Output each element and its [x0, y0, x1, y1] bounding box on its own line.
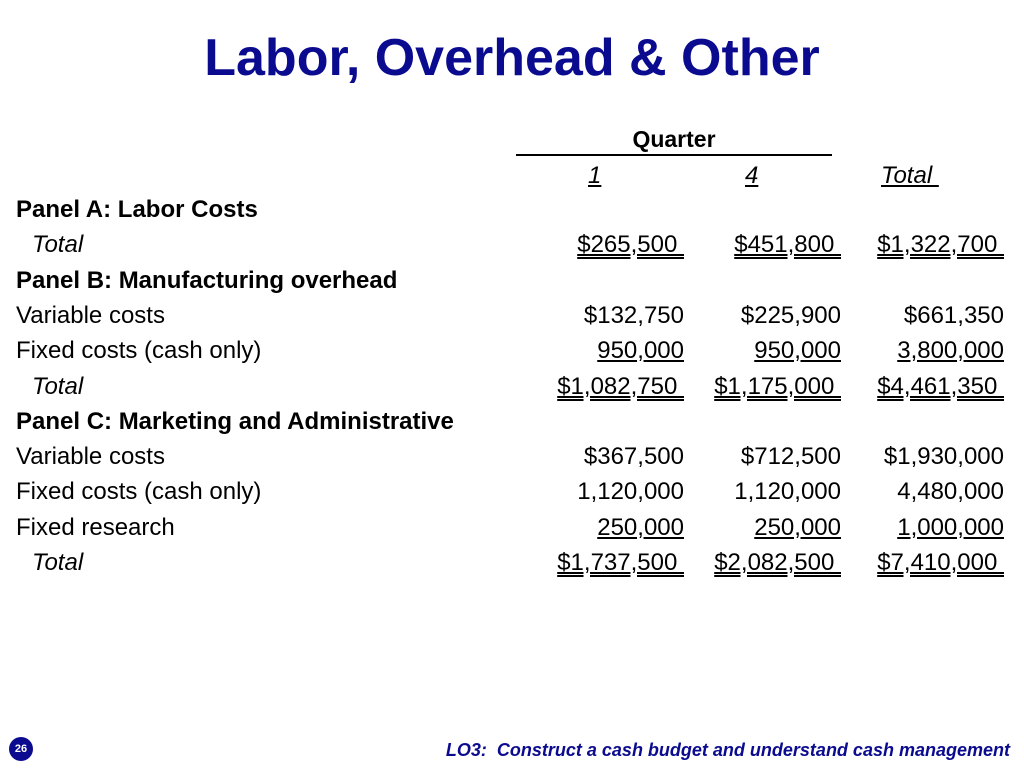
quarter-1-value: $132,750: [583, 302, 684, 329]
total-value: $1,930,000: [883, 443, 1004, 470]
col-header-quarter-4: 4: [745, 162, 759, 189]
total-value: 1,000,000: [897, 514, 1004, 541]
panel-heading: [16, 405, 1006, 439]
quarter-4-value: $451,800: [734, 231, 841, 258]
total-value: $661,350: [903, 302, 1004, 329]
row-label: Variable costs: [16, 302, 165, 329]
quarter-4-value: $225,900: [740, 302, 841, 329]
quarter-1-value: $367,500: [583, 443, 684, 470]
quarter-1-value: $1,082,750: [557, 373, 684, 400]
quarter-4-value: $2,082,500: [714, 549, 841, 576]
quarter-4-value: 1,120,000: [734, 478, 841, 505]
table-row: [16, 546, 1006, 580]
table-row: [16, 511, 1006, 545]
total-value: 3,800,000: [897, 337, 1004, 364]
slide-title: Labor, Overhead & Other: [204, 29, 820, 87]
row-label: Panel A: Labor Costs: [16, 196, 258, 223]
table-row: [16, 334, 1006, 368]
quarter-1-value: 950,000: [597, 337, 684, 364]
row-label: Total: [32, 373, 84, 400]
table-row: [16, 228, 1006, 262]
quarter-4-value: 250,000: [754, 514, 841, 541]
quarter-1-value: $1,737,500: [557, 549, 684, 576]
table-row: [16, 299, 1006, 333]
table-row: [16, 370, 1006, 404]
quarter-1-value: $265,500: [577, 231, 684, 258]
row-label: Panel B: Manufacturing overhead: [16, 267, 398, 294]
quarter-4-value: 950,000: [754, 337, 841, 364]
row-label: Fixed costs (cash only): [16, 478, 262, 505]
col-header-total: Total: [881, 162, 939, 189]
total-value: $1,322,700: [877, 231, 1004, 258]
row-label: Total: [32, 231, 84, 258]
total-value: $4,461,350: [877, 373, 1004, 400]
learning-objective: LO3: Construct a cash budget and understand cash management: [445, 740, 1010, 760]
row-label: Variable costs: [16, 443, 165, 470]
slide-number-badge: 26: [9, 737, 33, 761]
quarter-header: Quarter: [516, 126, 832, 156]
row-label: Fixed research: [16, 514, 175, 541]
total-value: $7,410,000: [877, 549, 1004, 576]
panel-heading: [16, 193, 1006, 227]
total-value: 4,480,000: [897, 478, 1004, 505]
quarter-1-value: 1,120,000: [577, 478, 684, 505]
quarter-1-value: 250,000: [597, 514, 684, 541]
table-row: [16, 475, 1006, 509]
row-label: Fixed costs (cash only): [16, 337, 262, 364]
panel-heading: [16, 264, 1006, 298]
col-header-quarter-1: 1: [588, 162, 602, 189]
quarter-4-value: $1,175,000: [714, 373, 841, 400]
table-row: [16, 440, 1006, 474]
row-label: Total: [32, 549, 84, 576]
quarter-4-value: $712,500: [740, 443, 841, 470]
row-label: Panel C: Marketing and Administrative: [16, 408, 454, 435]
